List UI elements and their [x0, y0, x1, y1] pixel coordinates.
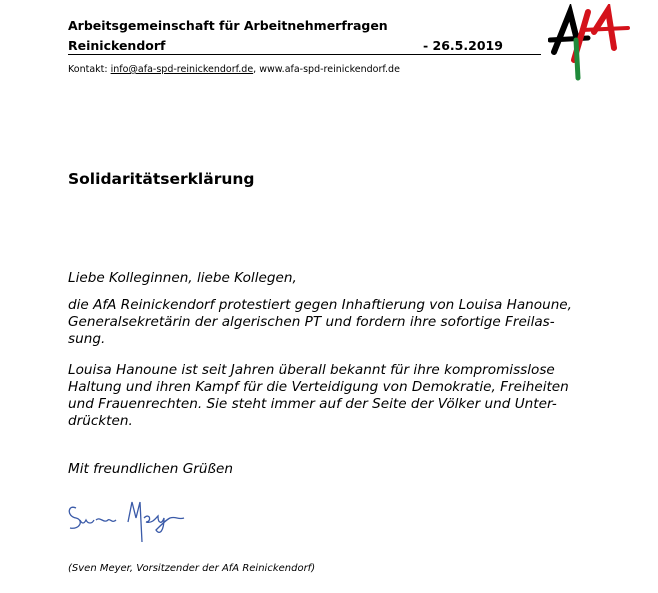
header-rule	[68, 54, 541, 55]
handwritten-signature	[66, 490, 196, 550]
contact-label: Kontakt:	[68, 64, 108, 75]
closing	[68, 461, 608, 478]
contact-line	[68, 64, 400, 75]
salutation	[68, 270, 608, 287]
paragraph-1-line-1: die AfA Reinickendorf protestiert gegen Inhaftierung von Louisa Hanoune,	[68, 297, 572, 313]
letter-date: - 26.5.2019	[423, 38, 503, 53]
afa-logo	[548, 4, 648, 84]
paragraph-2-line-4: drückten.	[68, 413, 133, 429]
signatory-line	[68, 560, 608, 577]
contact-email-link[interactable]: info@afa-spd-reinickendorf.de	[110, 64, 254, 75]
closing-text: Mit freundlichen Grüßen	[68, 461, 233, 477]
paragraph-1-line-2: Generalsekretärin der algerischen PT und fordern ihre sofortige Freilas-	[68, 314, 555, 330]
letter-title: Solidaritätserklärung	[68, 170, 255, 188]
paragraph-1-line-3: sung.	[68, 331, 106, 347]
afa-logo-graphic	[548, 4, 648, 84]
salutation-text: Liebe Kolleginnen, liebe Kollegen,	[68, 270, 297, 286]
signatory-text: (Sven Meyer, Vorsitzender der AfA Reinickendorf)	[68, 563, 316, 574]
paragraph-2	[68, 362, 608, 430]
signature-graphic	[66, 490, 196, 550]
paragraph-2-line-1: Louisa Hanoune ist seit Jahren überall bekannt für ihre kompromisslose	[68, 362, 555, 378]
contact-website: www.afa-spd-reinickendorf.de	[259, 64, 400, 75]
org-name-line1: Arbeitsgemeinschaft für Arbeitnehmerfragen	[68, 18, 388, 33]
contact-separator: ,	[253, 64, 257, 75]
paragraph-2-line-3: und Frauenrechten. Sie steht immer auf der Seite der Völker und Unter-	[68, 396, 557, 412]
paragraph-1	[68, 297, 608, 348]
paragraph-2-line-2: Haltung und ihren Kampf für die Verteidigung von Demokratie, Freiheiten	[68, 379, 569, 395]
org-name-line2: Reinickendorf	[68, 38, 166, 53]
